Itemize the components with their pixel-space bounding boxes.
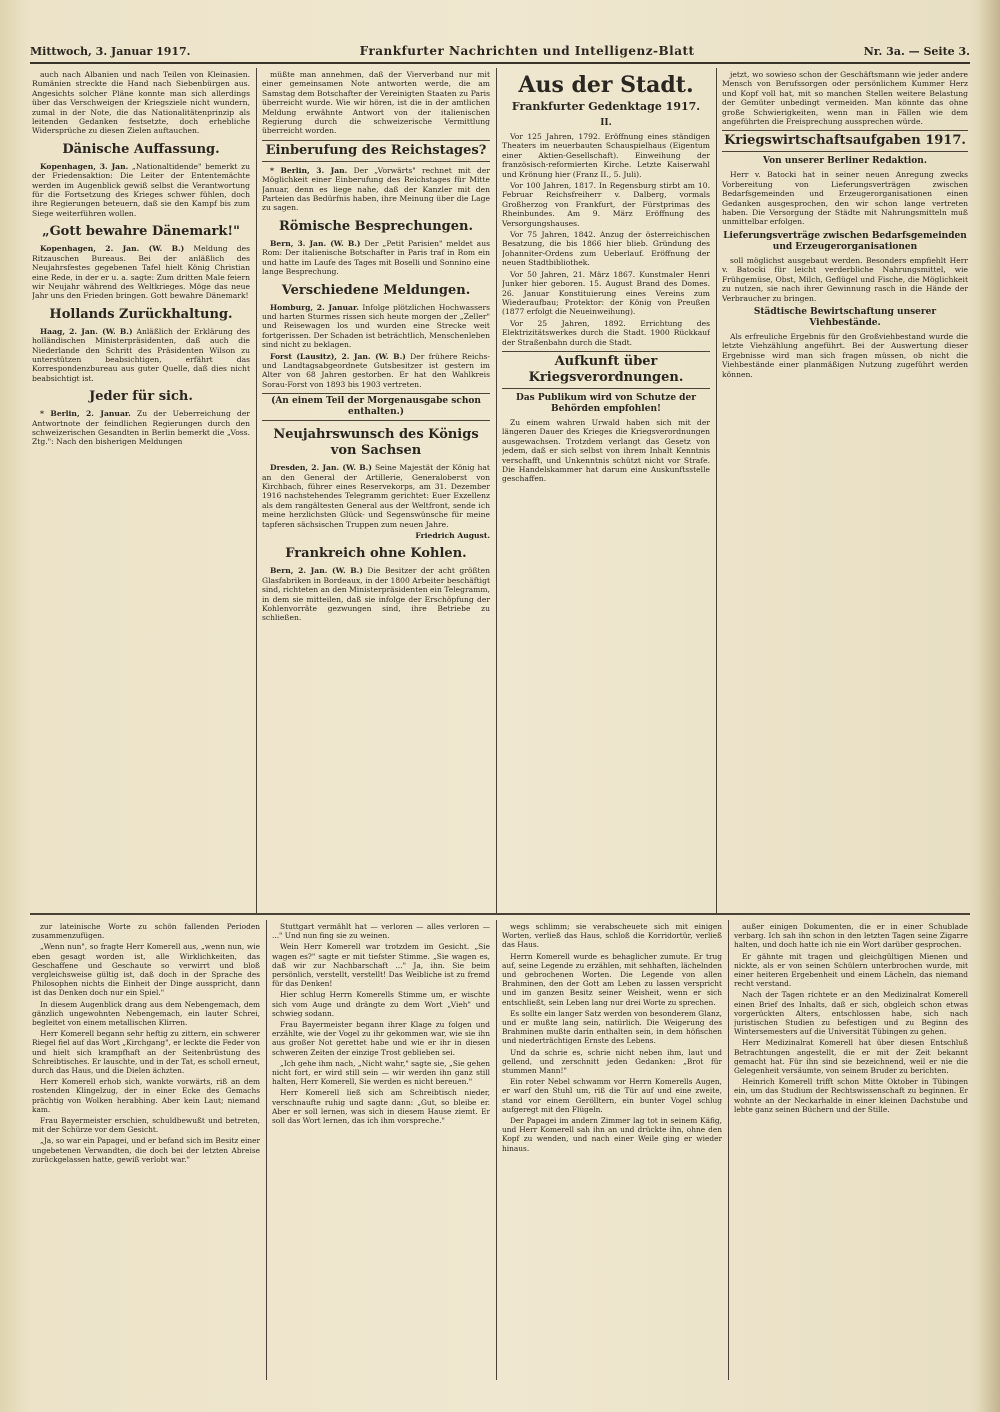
- story-text: Herr Komerell ließ sich am Schreibtisch nieder, verschnaufte ruhig und sagte dann: „Gut, so bleibe er. Aber er soll lernen, was sich in diesem Hause ziemt. Er soll das Wort lernen, das ich ihm vorspreche.": [272, 1088, 490, 1126]
- dateline: Haag, 2. Jan. (W. B.): [40, 326, 133, 336]
- header-date: Mittwoch, 3. Januar 1917.: [30, 44, 191, 58]
- story-text: wegs schlimm; sie verabscheuete sich mit einigen Worten, verließ das Haus, schloß die Korridortür, verließ das Haus.: [502, 922, 722, 950]
- signature: Friedrich August.: [415, 531, 490, 540]
- article-text: Als erfreuliche Ergebnis für den Großviehbestand wurde die letzte Viehzählung angeführt. Bei der Auswertung dieser Ergebnisse wird man sich fragen müssen, ob nicht die Viehbestände einer planmäßigen Nutzung zugeführt werden können.: [722, 331, 968, 379]
- byline: Von unserer Berliner Redaktion.: [763, 156, 927, 167]
- headline-reichstag: Einberufung des Reichstages?: [262, 140, 490, 162]
- headline-memorial-days: Frankfurter Gedenktage 1917.: [511, 100, 701, 113]
- story-text: zur lateinische Worte zu schön fallenden Perioden zusammenzufügen.: [32, 922, 260, 941]
- story-text: Und da schrie es, schrie nicht neben ihm, laut und gellend, und zerschnitt jeden Gedanken: „Brot für stummen Mann!": [502, 1047, 722, 1076]
- article-body: Infolge plötzlichen Hochwassers und harten Sturmes rissen sich heute morgen der „Zeller" und Reisewagen los und wurden eine Strecke weit fortgerissen. Der Schaden ist beträchtlich, Menschenleben sind nicht zu beklagen.: [262, 302, 490, 350]
- section-title-city: Aus der Stadt.: [518, 72, 694, 98]
- article-text: [262, 352, 490, 390]
- article-body: Anläßlich der Erklärung des holländischen Ministerpräsidenten, daß auch die Niederlande den Schritt des Präsidenten Wilson zu unterstützen beabsichtigen, erfährt das Korrespondenzbureau aus guter Quelle, daß dies nicht beabsichtigt ist.: [32, 326, 250, 383]
- column-3: [502, 70, 710, 910]
- headline-holland: Hollands Zurückhaltung.: [49, 306, 233, 322]
- headline-france-coal: Frankreich ohne Kohlen.: [285, 546, 467, 562]
- article-text: Vor 100 Jahren, 1817. In Regensburg stirbt am 10. Februar Reichsfreiherr v. Dalberg, vormals Großherzog von Frankfurt, der Fürstprimas des Rheinbundes. Am 9. März Eröffnung des Versorgungshauses.: [502, 181, 710, 228]
- story-text: Der Papagei im andern Zimmer lag tot in seinem Käfig, und Herr Komerell sah ihn an und drückte ihn, ohne den Kopf zu wenden, und nach einer Weile ging er wieder hinaus.: [502, 1116, 722, 1153]
- article-body: „Nationaltidende" bemerkt zu der Friedensaktion: Die Leiter der Ententemächte werden im Augenblick gewiß selbst die Verantwortung für die Fortsetzung des Krieges schwer fühlen, doch ihre Regierungen beteuern, daß sie den Kampf bis zum Siege weiterführen wollen.: [32, 161, 250, 218]
- dateline: Kopenhagen, 2. Jan. (W. B.): [40, 244, 185, 254]
- article-body: Die Besitzer der acht größten Glasfabriken in Bordeaux, in der 1800 Arbeiter beschäftigt sind, richteten an den Ministerpräsidenten ein Telegramm, in dem sie mitteilen, daß sie infolge der Erschöpfung der Kohlenvorräte gezwungen sind, ihre Betriebe zu schließen.: [262, 566, 490, 623]
- article-body: Der frühere Reichs- und Landtagsabgeordnete Gutsbesitzer ist gestern im Alter von 68 Jahren gestorben. Er hat den Wahlkreis Sorau-Forst von 1893 bis 1903 vertreten.: [262, 351, 490, 389]
- feuilleton-column-4: [734, 922, 968, 1382]
- headline-danish: Dänische Auffassung.: [62, 141, 220, 157]
- story-text: Heinrich Komerell trifft schon Mitte Oktober in Tübingen ein, um das Studium der Rechtswissenschaft zu beginnen. Er wohnte an der Neckarhalde in einer kleinen Dachstube und lebte ganz seinen Büchern und der Stille.: [734, 1077, 968, 1114]
- article-text: jetzt, wo sowieso schon der Geschäftsmann wie jeder andere Mensch von Berufssorgen oder persönlichem Kummer Herz und Kopf voll hat, mit so manchen Stellen weitere Belastung der Gemüter unbedingt vermeiden. Man könnte das ohne große Schwierigkeiten, wenn man in Fällen wie dem angeführten die Freisprechung aussprechen würde.: [722, 70, 968, 127]
- column-2: [262, 70, 490, 910]
- story-text: Herr Komerell erhob sich, wankte vorwärts, riß an dem rostenden Klingelzug, der in einer Ecke des Gemachs prächtig von Wolken herabhing. Aber kein Laut; niemand kam.: [32, 1077, 260, 1114]
- subheading: Städtische Bewirtschaftung unserer Viehbestände.: [753, 306, 937, 328]
- subheadline: Das Publikum wird von Schutze der Behörden empfohlen!: [516, 392, 696, 414]
- article-body: Der „Vorwärts" rechnet mit der Möglichkeit einer Einberufung des Reichstages für Mitte Januar, denn es liege nahe, daß der Kanzler mit den Parteien das Bedürfnis haben, ihre Meinung über die Lage zu sagen.: [262, 165, 490, 213]
- column-rule: [728, 920, 729, 1380]
- story-text: Herr Komerell begann sehr heftig zu zittern, ein schwerer Riegel fiel auf das Wort „Kirchgang", er leckte die Feder von und hielt sich krampfhaft an der Seitenbrüstung des Schreibtisches. Er lauschte, und in der Tat, es scholl erneut, durch das Haus, und die Dielen ächzten.: [32, 1029, 260, 1076]
- header-page-number: Nr. 3a. — Seite 3.: [863, 44, 970, 58]
- column-rule: [716, 68, 717, 913]
- page-header: [30, 40, 970, 64]
- column-1: [32, 70, 250, 910]
- article-text: [32, 162, 250, 218]
- article-text: [262, 239, 490, 277]
- article-text: [32, 244, 250, 300]
- story-text: Stuttgart vermählt hat — verloren — alles verloren — ..." Und nun fing sie zu weinen.: [272, 922, 490, 941]
- part-number: II.: [600, 118, 612, 128]
- feuilleton-column-1: [32, 922, 260, 1382]
- headline-various: Verschiedene Meldungen.: [281, 282, 471, 298]
- dateline: Kopenhagen, 3. Jan.: [40, 161, 129, 171]
- headline-war-economy: Kriegswirtschaftsaufgaben 1917.: [722, 130, 968, 152]
- story-text: „Wenn nun", so fragte Herr Komerell aus, „wenn nun, wie eben gesagt worden ist, alle Wirklichkeiten, das Geschaffene und Geschaute so verwirrt und bloß vergleichsweise gültig ist, daß doch in der Sprache des Philosophen nichts die Einheit der Dinge ausspricht, dann ist das Denken doch nur ein Spiel.": [32, 942, 260, 998]
- article-text: [32, 409, 250, 447]
- story-text: In diesem Augenblick drang aus dem Nebengemach, dem gänzlich ungewohnten Nebengemach, ein lauter Schrei, begleitet von einem metallischen Klirren.: [32, 999, 260, 1028]
- article-text: Vor 75 Jahren, 1842. Anzug der österreichischen Besatzung, die bis 1866 hier blieb. Gründung des Johanniter-Ordens zum Ueberlauf. Eröffnung der neuen Stadtbibliothek.: [502, 230, 710, 268]
- story-text: „Ich gehe ihm nach, „Nicht wahr," sagte sie, „Sie gehen nicht fort, er wird still sein — wir werden ihn ganz still halten, Herr Komerell, Sie werden es nicht bereuen.": [272, 1058, 490, 1087]
- article-text: Zu einem wahren Urwald haben sich mit der längeren Dauer des Krieges die Kriegsverordnungen ausgewachsen. Trotzdem verlangt das Gesetz von jedem, daß er sich selbst von ihrem Inhalt Kenntnis verschafft, und Unkenntnis schützt nicht vor Strafe. Die Handelskammer hat darum eine Auskunftsstelle geschaffen.: [502, 417, 710, 484]
- headline-each-for-himself: Jeder für sich.: [89, 389, 193, 405]
- article-text: Vor 50 Jahren, 21. März 1867. Kunstmaler Henri Junker hier geboren. 15. August Brand des Domes. 26. Januar Konstituierung eines Vereins zum Wiederaufbau; Protektor: der König von Preußen (1877 erfolgt die Neueinweihung).: [502, 269, 710, 317]
- dateline: Homburg, 2. Januar.: [270, 302, 359, 312]
- dateline: Bern, 3. Jan. (W. B.): [270, 238, 361, 248]
- column-rule: [496, 68, 497, 913]
- column-rule: [266, 920, 267, 1380]
- feuilleton-column-2: [272, 922, 490, 1382]
- story-text: Nach der Tagen richtete er an den Medizinalrat Komerell einen Brief des Inhalts, daß er sich, obgleich schon etwas vorgerückten Alters, entschlossen habe, sich nach juristischen Studien zu befestigen und zu Beginn des Wintersemesters auf die Universität Tübingen zu gehen.: [734, 990, 968, 1037]
- story-text: Ein roter Nebel schwamm vor Herrn Komerells Augen, er warf den Stuhl um, riß die Tür auf und eine zweite, stand vor einem Gerölltern, ein bunter Vogel schlug aufgeregt mit den Flügeln.: [502, 1077, 722, 1114]
- section-rule: [30, 913, 970, 915]
- article-text: [32, 327, 250, 383]
- page-edge-shadow: [978, 0, 1000, 1412]
- dateline: Forst (Lausitz), 2. Jan. (W. B.): [270, 351, 406, 361]
- column-rule: [256, 68, 257, 913]
- article-body: Meldung des Ritzauschen Bureaus. Bei der anläßlich des Neujahrsfestes gegebenen Tafel hielt König Christian eine Rede, in der er u. a. sagte: Zum dritten Male feiern wir Neujahr während des Weltkrieges. Möge das neue Jahr uns den Frieden bringen. Gott bewahre Dänemark!: [32, 244, 250, 301]
- column-rule: [496, 920, 497, 1380]
- story-text: außer einigen Dokumenten, die er in einer Schublade verbarg. Ich sah ihn schon in den letzten Tagen seine Zigarre halten, und doch hatte ich nie ein Wort darüber gesprochen.: [734, 922, 968, 950]
- edition-note: (An einem Teil der Morgenausgabe schon enthalten.): [262, 393, 490, 421]
- article-text: [262, 303, 490, 350]
- dateline: * Berlin, 3. Jan.: [270, 165, 348, 175]
- feuilleton-column-3: [502, 922, 722, 1382]
- story-text: Er gähnte mit tragen und gleichgültigen Mienen und nickte, als er von seinen Schülern unterbrochen wurde, mit einer heiteren Ergebenheit und einem Lächeln, das niemand recht verstand.: [734, 951, 968, 989]
- headline-rome: Römische Besprechungen.: [278, 218, 474, 234]
- article-body: Der „Petit Parisien" meldet aus Rom: Der italienische Botschafter in Paris traf in Rom ein und hatte im Laufe des Tages mit Boselli und Sonnino eine lange Besprechung.: [262, 238, 490, 277]
- article-text: [262, 566, 490, 622]
- article-text: auch nach Albanien und nach Teilen von Kleinasien. Rumänien streckte die Hand nach Siebenbürgen aus. Angesichts solcher Pläne konnte man sich allerdings über das Verschweigen der Kriegsziele nicht wundern, zumal in der Note, die das Nationalitätenprinzip als leitenden Gedanken festsetzte, doch erhebliche Widersprüche zu diesen Zielen auftauchen.: [32, 70, 250, 136]
- story-text: „Ja, so war ein Papagei, und er befand sich im Besitz einer ungebetenen Verwandten, die doch bei der letzten Abreise zurückgelassen hatte, gewiß verlobt war.": [32, 1136, 260, 1164]
- article-text: müßte man annehmen, daß der Vierverband nur mit einer gemeinsamen Note antworten werde, die am Samstag dem Botschafter der Vereinigten Staaten zu Paris überreicht wurde. Wie wir hören, ist die in der amtlichen Meldung erwähnte Antwort von der italienischen Regierung durch die schweizerische Vermittlung überreicht worden.: [262, 70, 490, 136]
- story-text: Frau Bayermeister erschien, schuldbewußt und betreten, mit der Schürze vor dem Gesicht.: [32, 1116, 260, 1135]
- article-text: [262, 463, 490, 529]
- story-text: Herr Medizinalrat Komerell hat über diesen Entschluß Betrachtungen angestellt, die er mit der Zeit bekannt gemacht hat. Für ihn sind sie bezeichnend, weil er nie die Gelegenheit versäumte, von seinem Bruder zu berichten.: [734, 1038, 968, 1076]
- subheading: Lieferungsverträge zwischen Bedarfsgemeinden und Erzeugerorganisationen: [723, 230, 967, 252]
- story-text: Wein Herr Komerell war trotzdem im Gesicht. „Sie wagen es?" sagte er mit tiefster Stimme. „Sie wagen es, daß wir zur Nachbarschaft ..." Ja, ihn. Sie beim persönlich, verstellt, verstellt! Das Weibliche ist zu fremd für das Denken!: [272, 942, 490, 989]
- article-text: soll möglichst ausgebaut werden. Besonders empfiehlt Herr v. Batocki für leicht verderbliche Nahrungsmittel, wie Frühgemüse, Obst, Milch, Geflügel und Fische, die Möglichkeit zu nutzen, sie nach ihrer Gewinnung rasch in die Hände der Verbraucher zu bringen.: [722, 255, 968, 303]
- dateline: * Berlin, 2. Januar.: [40, 409, 131, 419]
- column-4: [722, 70, 968, 910]
- article-text: Herr v. Batocki hat in seiner neuen Anregung zwecks Vorbereitung von Lieferungsverträgen zwischen Bedarfsgemeinden und Erzeugerorganisationen einen Gedanken ausgesprochen, den wir schon lange vertreten haben. Die Versorgung der Städte mit Nahrungsmitteln muß unmittelbar erfolgen.: [722, 170, 968, 227]
- dateline: Dresden, 2. Jan. (W. B.): [270, 463, 372, 473]
- story-text: Frau Bayermeister begann ihrer Klage zu folgen und erzählte, wie der Vogel zu ihr gekommen war, wie sie ihn aus großer Not gerettet habe und wie er ihr in diesen schweren Zeiten der einzige Trost geblieben sei.: [272, 1020, 490, 1057]
- story-text: Herrn Komerell wurde es behaglicher zumute. Er trug auf, seine Legende zu erzählen, mit sehhaften, lächelnden und gebrochenen Worten. Die Legende von allen Brahminen, den der Gott am Leben zu lassen verspricht und im ganzen Besitz seiner Weisheit, wenn er sich entschließt, sein Leben lang nur drei Worte zu sprechen.: [502, 951, 722, 1007]
- article-text: Vor 125 Jahren, 1792. Eröffnung eines ständigen Theaters im neuerbauten Schauspielhaus (Eigentum einer Aktien-Gesellschaft). Einweihung der französisch-reformierten Kirche. Letzte Kaiserwahl und Krönung hier (Franz II., 5. Juli).: [502, 132, 710, 179]
- headline-king-saxony: Neujahrswunsch des Königs von Sachsen: [273, 427, 479, 459]
- headline-god-save-denmark: „Gott bewahre Dänemark!": [42, 224, 240, 240]
- header-masthead: Frankfurter Nachrichten und Intelligenz-Blatt: [359, 44, 695, 58]
- story-text: Hier schlug Herrn Komerells Stimme um, er wischte sich vom Auge und drängte zu dem Wort „Vieh" und schwieg sodann.: [272, 990, 490, 1018]
- article-body: Seine Majestät der König hat an den General der Artillerie, Generaloberst von Kirchbach, führer eines Reservekorps, am 31. Dezember 1916 nachstehendes Telegramm gerichtet: Euer Exzellenz als dem rangältesten General aus der Weltfront, sende ich meine herzlichsten Glück- und Segenswünsche für meine tapferen sächsischen Truppen zum neuen Jahre.: [262, 463, 490, 529]
- story-text: Es sollte ein langer Satz werden von besonderem Glanz, und er mußte lang sein, natürlich. Die Weigerung des Brahminen mußte darin enthalten sein, in dem höfischen und niederträchtigen Ernste des Lebens.: [502, 1008, 722, 1046]
- dateline: Bern, 2. Jan. (W. B.): [270, 566, 363, 576]
- article-body: Zu der Ueberreichung der Antwortnote der feindlichen Regierungen durch den schweizerischen Gesandten in Berlin bemerkt die „Voss. Ztg.": Nach den bisherigen Meldungen: [32, 409, 250, 447]
- article-text: Vor 25 Jahren, 1892. Errichtung des Elektrizitätswerkes durch die Stadt. 1900 Rückkauf der Straßenbahn durch die Stadt.: [502, 318, 710, 347]
- article-text: [262, 166, 490, 213]
- headline-war-regulations: Aufkunft über Kriegsverordnungen.: [502, 351, 710, 389]
